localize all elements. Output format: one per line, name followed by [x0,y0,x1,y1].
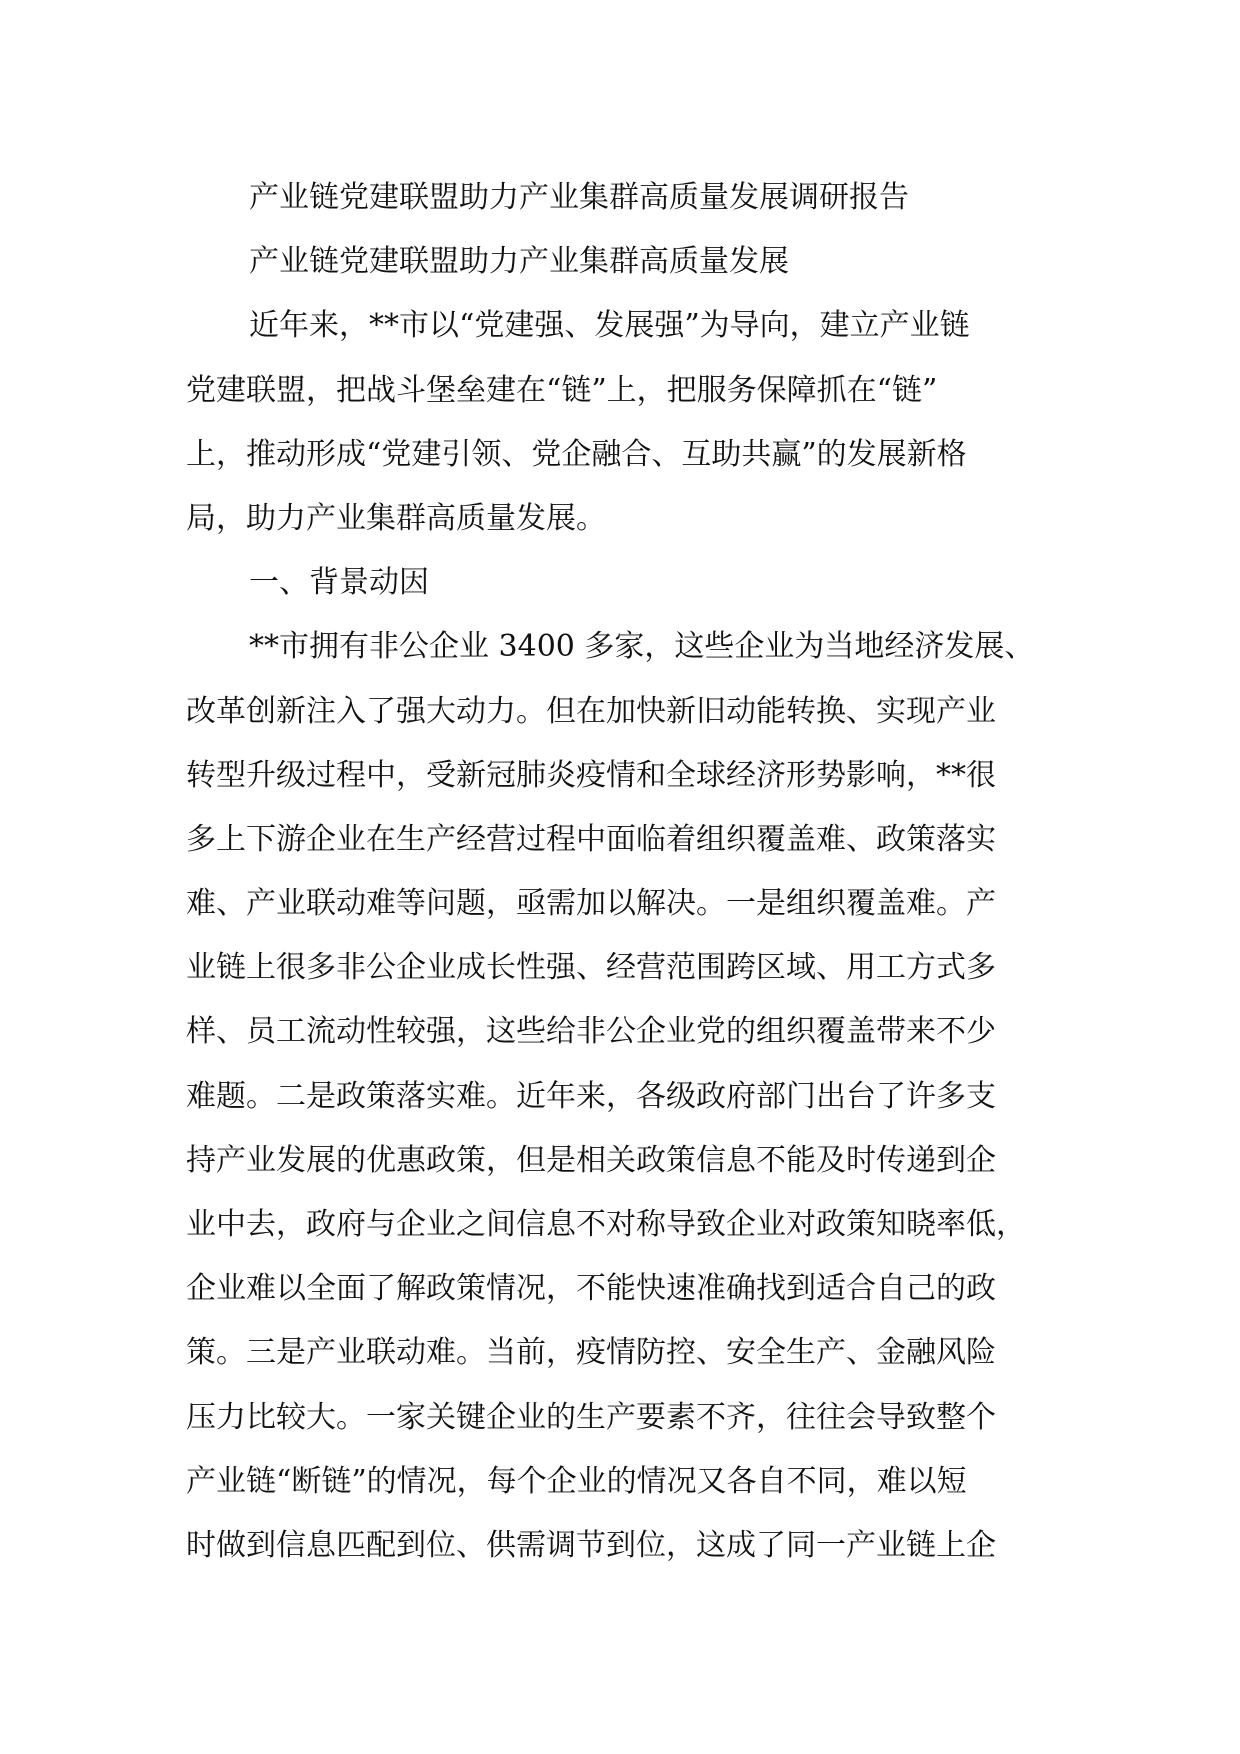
paragraph-line: **市拥有非公企业 3400 多家，这些企业为当地经济发展、 [249,629,1035,665]
paragraph-line: 改革创新注入了强大动力。但在加快新旧动能转换、实现产业 [186,693,996,729]
paragraph-line: 产业链“断链”的情况，每个企业的情况又各自不同，难以短 [186,1463,967,1499]
paragraph-line: 局，助力产业集群高质量发展。 [186,500,606,536]
paragraph-line: 多上下游企业在生产经营过程中面临着组织覆盖难、政策落实 [186,821,996,857]
paragraph-line: 持产业发展的优惠政策，但是相关政策信息不能及时传递到企 [186,1142,996,1178]
report-subtitle: 产业链党建联盟助力产业集群高质量发展 [249,244,789,280]
paragraph-line: 难题。二是政策落实难。近年来，各级政府部门出台了许多支 [186,1078,996,1114]
paragraph-line: 时做到信息匹配到位、供需调节到位，这成了同一产业链上企 [186,1527,996,1563]
paragraph-line: 党建联盟，把战斗堡垒建在“链”上，把服务保障抓在“链” [186,372,938,408]
paragraph-line: 压力比较大。一家关键企业的生产要素不齐，往往会导致整个 [186,1399,996,1435]
paragraph-line: 策。三是产业联动难。当前，疫情防控、安全生产、金融风险 [186,1335,996,1371]
report-title: 产业链党建联盟助力产业集群高质量发展调研报告 [249,180,909,215]
paragraph-line: 难、产业联动难等问题，亟需加以解决。一是组织覆盖难。产 [186,886,996,922]
paragraph-line: 上，推动形成“党建引领、党企融合、互助共赢”的发展新格 [186,436,967,472]
paragraph-line: 业中去，政府与企业之间信息不对称导致企业对政策知晓率低， [186,1207,1026,1242]
paragraph-line: 近年来，**市以“党建强、发展强”为导向，建立产业链 [249,308,970,344]
paragraph-line: 业链上很多非公企业成长性强、经营范围跨区域、用工方式多 [186,950,996,986]
paragraph-line: 转型升级过程中，受新冠肺炎疫情和全球经济形势影响，**很 [186,757,996,793]
section-heading: 一、背景动因 [249,565,429,601]
paragraph-line: 企业难以全面了解政策情况，不能快速准确找到适合自己的政 [186,1271,996,1307]
document-body [186,166,1060,1578]
paragraph-line: 样、员工流动性较强，这些给非公企业党的组织覆盖带来不少 [186,1014,996,1050]
